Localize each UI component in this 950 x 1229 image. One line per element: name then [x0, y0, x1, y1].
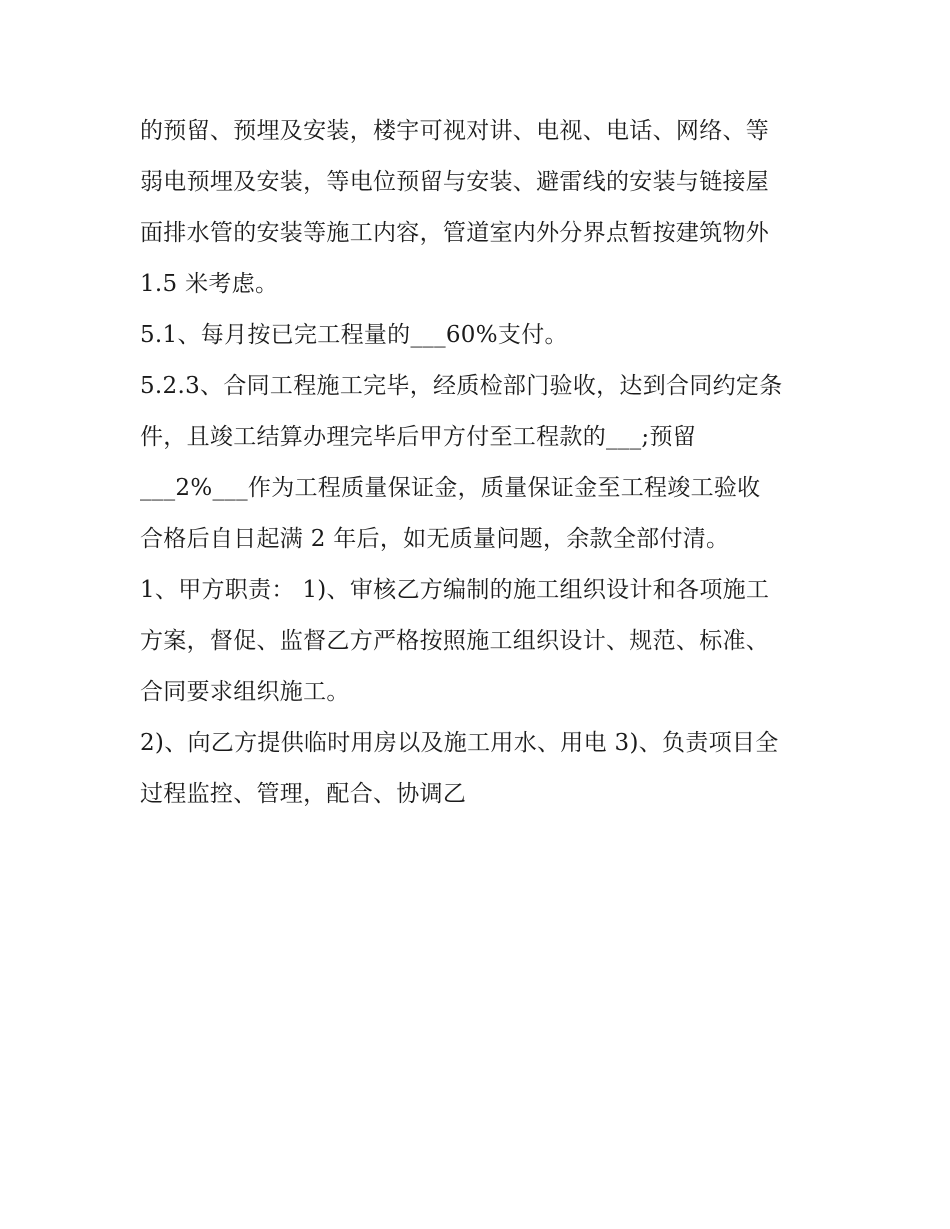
text-line: 1、甲方职责： 1)、审核乙方编制的施工组织设计和各项施工 — [140, 577, 770, 603]
text-line: 合格后自日起满 2 年后，如无质量问题，余款全部付清。 — [140, 526, 730, 552]
text-line: 面排水管的安装等施工内容，管道室内外分界点暂按建筑物外 — [140, 220, 770, 246]
text-line: 的预留、预埋及安装，楼宇可视对讲、电视、电话、网络、等 — [140, 118, 770, 144]
text-line: 弱电预埋及安装，等电位预留与安装、避雷线的安装与链接屋 — [140, 169, 770, 195]
text-line: 5.2.3、合同工程施工完毕，经质检部门验收，达到合同约定条 — [140, 373, 783, 399]
text-line: 件，且竣工结算办理完毕后甲方付至工程款的___;预留 — [140, 424, 697, 450]
text-line: 过程监控、管理，配合、协调乙 — [140, 781, 467, 807]
document-body — [140, 106, 820, 820]
text-line: 1.5 米考虑。 — [140, 271, 279, 297]
text-line: 2)、向乙方提供临时用房以及施工用水、用电 3)、负责项目全 — [140, 730, 779, 756]
text-line: 5.1、每月按已完工程量的___60%支付。 — [140, 322, 568, 348]
text-line: 方案，督促、监督乙方严格按照施工组织设计、规范、标准、 — [140, 628, 770, 654]
text-line: ___2%___作为工程质量保证金，质量保证金至工程竣工验收 — [140, 475, 761, 501]
text-line: 合同要求组织施工。 — [140, 679, 350, 705]
